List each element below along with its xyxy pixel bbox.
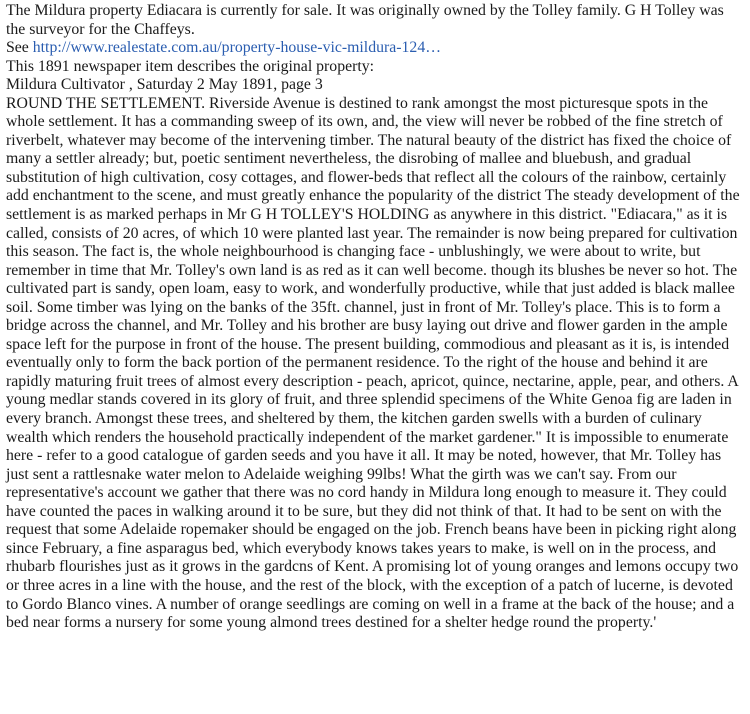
see-label: See [6,39,33,57]
describes-line: This 1891 newspaper item describes the original property: [6,57,375,75]
see-line [6,39,744,58]
citation-line: Mildura Cultivator , Saturday 2 May 1891, page 3 [6,76,323,94]
sale-paragraph: The Mildura property Ediacara is currently for sale. It was originally owned by the Tolley family. G H Tolley was the surveyor for the Chaffeys. [6,2,724,38]
article-body: ROUND THE SETTLEMENT. Riverside Avenue is destined to rank amongst the most picturesque spots in the whole settlement. It has a commanding sweep of its own, and, the view will never be robbed of the fine stretch of riverbelt, whatever may become of the intervening timber. The natural beauty of the district has fixed the choice of many a settler already; but, poetic sentiment nevertheless, the disrobing of mallee and bluebush, and gradual substitution of high cultivation, cosy cottages, and flower-beds that reflect all the colours of the rainbow, certainly add enchantment to the scene, and must greatly enhance the popularity of the district The steady development of the settlement is as marked perhaps in Mr G H TOLLEY'S HOLDING as anywhere in this district. "Ediacara," as it is called, consists of 20 acres, of which 10 were planted last year. The remainder is now being prepared for cultivation this season. The fact is, the whole neighbourhood is changing face - unblushingly, we were about to write, but remember in time that Mr. Tolley's own land is as red as it can well become. though its blushes be never so hot. The cultivated part is sandy, open loam, easy to work, and wonderfully productive, while that just added is black mallee soil. Some timber was lying on the banks of the 35ft. channel, just in front of Mr. Tolley's place. This is to form a bridge across the channel, and Mr. Tolley and his brother are busy laying out drive and flower garden in the ample space left for the purpose in front of the house. The present building, commodious and pleasant as it is, is intended eventually only to form the back portion of the permanent residence. To the right of the house and behind it are rapidly maturing fruit trees of almost every description - peach, apricot, quince, nectarine, apple, pear, and others. A young medlar stands covered in its glory of fruit, and three splendid specimens of the White Genoa fig are laden in every branch. Amongst these trees, and sheltered by them, the kitchen garden swells with a burden of culinary wealth which renders the household practically independent of the market gardener." It is impossible to enumerate here - refer to a good catalogue of garden seeds and you have it all. It may be noted, however, that Mr. Tolley has just sent a rattlesnake water melon to Adelaide weighing 99lbs! What the girth was we can't say. From our representative's account we gather that there was no cord handy in Mildura long enough to measure it. They could have counted the paces in walking around it to be sure, but they did not think of that. It had to be sent on with the request that some Adelaide ropemaker should be engaged on the job. French beans have been in picking right along since February, a fine asparagus bed, which everybody knows takes years to make, is well on in the process, and rhubarb flourishes just as it grows in the gardcns of Kent. A promising lot of young oranges and lemons occupy two or three acres in a line with the house, and the rest of the block, with the exception of a patch of lucerne, is devoted to Gordo Blanco vines. A number of orange seedlings are coming on well in a frame at the back of the house; and a bed near forms a nursery for some young almond trees destined for a shelter hedge round the property.' [6,94,740,632]
listing-link[interactable]: http://www.realestate.com.au/property-house-vic-mildura-124… [32,39,442,57]
